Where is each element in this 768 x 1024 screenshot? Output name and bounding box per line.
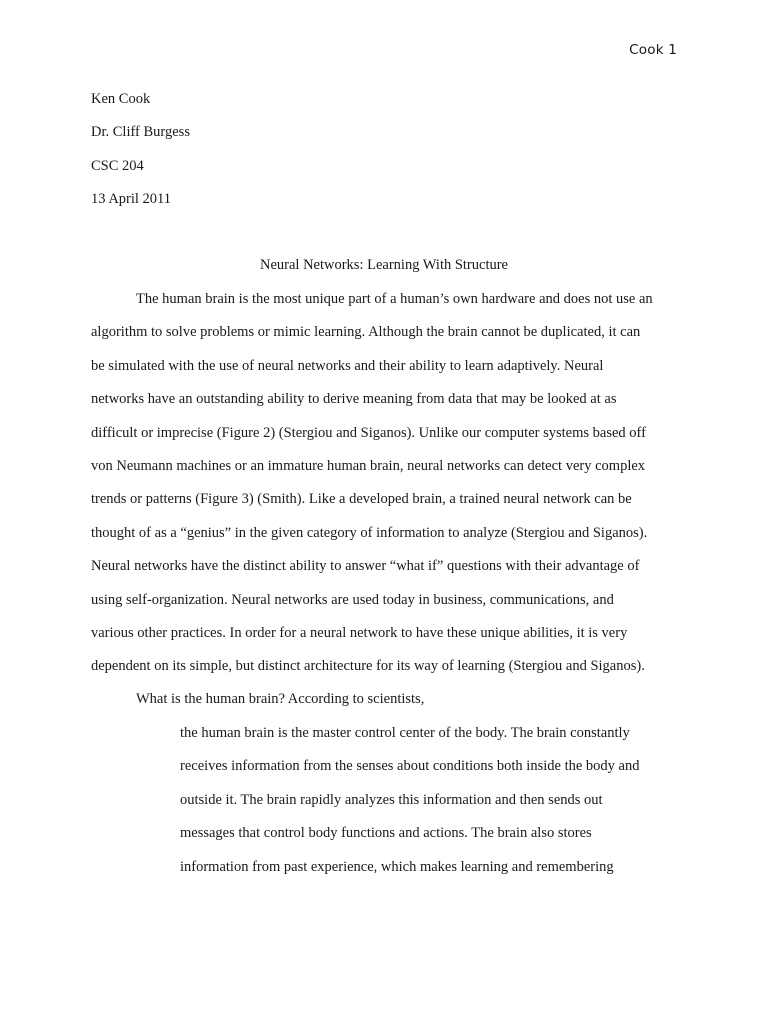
body-paragraph-1 <box>91 290 675 691</box>
paragraph-line: difficult or imprecise (Figure 2) (Stergiou and Siganos). Unlike our computer systems based off <box>91 424 646 441</box>
paragraph-line: messages that control body functions and actions. The brain also stores <box>180 825 592 842</box>
paragraph-line: What is the human brain? According to scientists, <box>136 691 425 707</box>
paper-date: 13 April 2011 <box>91 190 172 207</box>
paragraph-line: trends or patterns (Figure 3) (Smith). Like a developed brain, a trained neural network can be <box>91 491 632 508</box>
paragraph-line: receives information from the senses about conditions both inside the body and <box>180 758 640 775</box>
paragraph-line: thought of as a “genius” in the given category of information to analyze (Stergiou and Siganos). <box>91 524 648 541</box>
paragraph-line: information from past experience, which makes learning and remembering <box>180 858 614 875</box>
paragraph-line: dependent on its simple, but distinct architecture for its way of learning (Stergiou and Siganos). <box>91 658 645 675</box>
author-name: Ken Cook <box>91 91 151 107</box>
instructor-name: Dr. Cliff Burgess <box>91 124 190 141</box>
paragraph-line: networks have an outstanding ability to derive meaning from data that may be looked at as <box>91 391 617 408</box>
paragraph-line: using self-organization. Neural networks are used today in business, communications, and <box>91 591 614 608</box>
mla-heading <box>91 90 190 223</box>
block-quote <box>180 724 650 891</box>
paragraph-line: various other practices. In order for a neural network to have these unique abilities, it is very <box>91 624 628 641</box>
course-name: CSC 204 <box>91 157 144 174</box>
paragraph-line: Neural networks have the distinct ability to answer “what if” questions with their advantage of <box>91 558 640 575</box>
paper-title: Neural Networks: Learning With Structure <box>260 257 508 273</box>
running-header-page-number: Cook 1 <box>629 42 677 58</box>
paragraph-line: The human brain is the most unique part of a human’s own hardware and does not use an <box>136 291 653 307</box>
paragraph-line: von Neumann machines or an immature human brain, neural networks can detect very complex <box>91 457 646 474</box>
paragraph-line: outside it. The brain rapidly analyzes this information and then sends out <box>180 791 603 808</box>
paragraph-line: algorithm to solve problems or mimic learning. Although the brain cannot be duplicated, it can <box>91 324 641 341</box>
body-paragraph-2 <box>91 690 675 723</box>
paragraph-line: the human brain is the master control center of the body. The brain constantly <box>180 725 630 741</box>
paragraph-line: be simulated with the use of neural networks and their ability to learn adaptively. Neural <box>91 357 604 374</box>
